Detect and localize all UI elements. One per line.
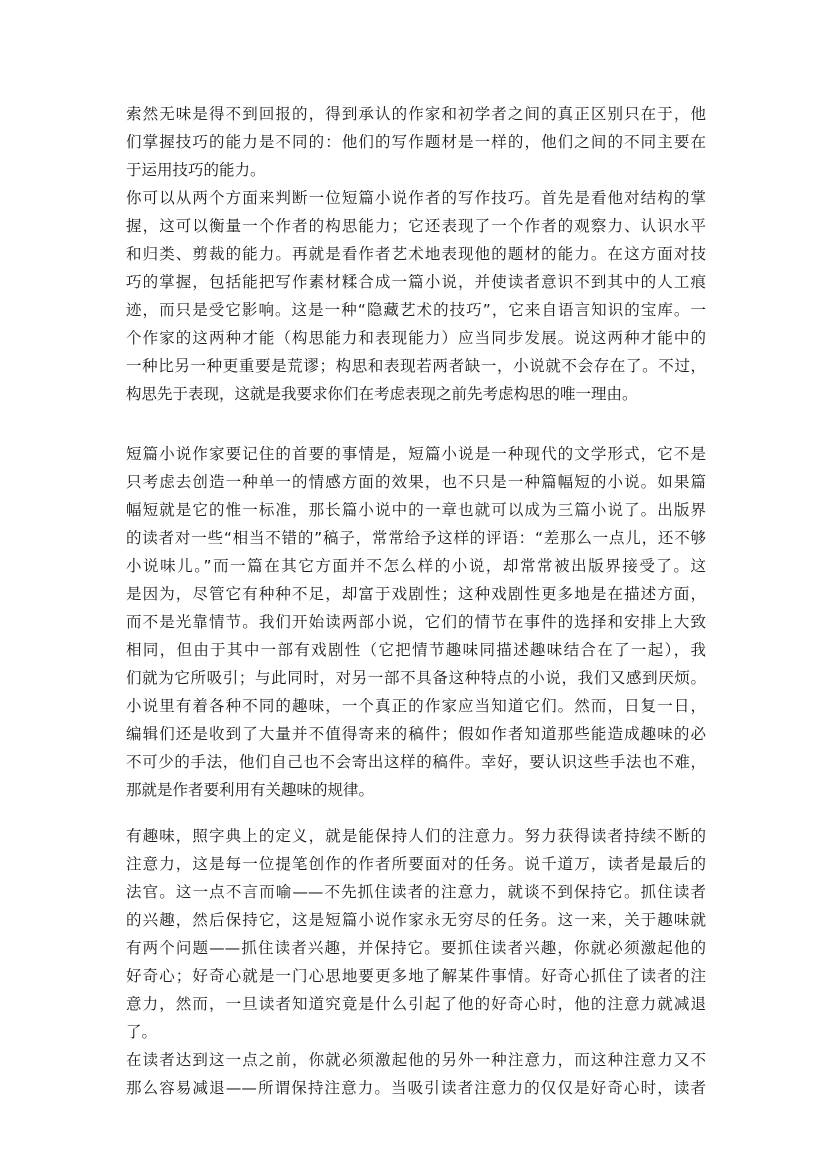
text-line: 们掌握技巧的能力是不同的：他们的写作题材是一样的，他们之间的不同主要在 bbox=[126, 133, 706, 151]
text-line: 于运用技巧的能力。 bbox=[126, 161, 266, 179]
text-line: 而不是光靠情节。我们开始读两部小说，它们的情节在事件的选择和安排上大致 bbox=[126, 613, 706, 631]
text-line: 只考虑去创造一种单一的情感方面的效果，也不只是一种篇幅短的小说。如果篇 bbox=[126, 473, 706, 491]
text-line: 在读者达到这一点之前，你就必须激起他的另外一种注意力，而这种注意力又不 bbox=[126, 1051, 706, 1069]
text-line: 的兴趣，然后保持它，这是短篇小说作家永无穷尽的任务。这一来，关于趣味就 bbox=[126, 911, 706, 929]
text-line: 构思先于表现，这就是我要求你们在考虑表现之前先考虑构思的唯一理由。 bbox=[126, 385, 638, 403]
text-line: 索然无味是得不到回报的，得到承认的作家和初学者之间的真正区别只在于，他 bbox=[126, 105, 706, 123]
text-line: 们就为它所吸引；与此同时，对另一部不具备这种特点的小说，我们又感到厌烦。 bbox=[126, 669, 706, 687]
text-line: 那么容易减退——所谓保持注意力。当吸引读者注意力的仅仅是好奇心时，读者 bbox=[126, 1079, 706, 1097]
text-line: 一种比另一种更重要是荒谬；构思和表现若两者缺一，小说就不会存在了。不过， bbox=[126, 357, 706, 375]
text-line: 那就是作者要利用有关趣味的规律。 bbox=[126, 781, 375, 799]
text-line: 小说里有着各种不同的趣味，一个真正的作家应当知道它们。然而，日复一日， bbox=[126, 697, 706, 715]
text-line: 了。 bbox=[126, 1023, 158, 1041]
text-line: 法官。这一点不言而喻——不先抓住读者的注意力，就谈不到保持它。抓住读者 bbox=[126, 883, 706, 901]
text-line: 巧的掌握，包括能把写作素材糅合成一篇小说，并使读者意识不到其中的人工痕 bbox=[126, 273, 706, 291]
text-line: 注意力，这是每一位提笔创作的作者所要面对的任务。说千道万，读者是最后的 bbox=[126, 855, 706, 873]
text-line: 好奇心；好奇心就是一门心思地要更多地了解某件事情。好奇心抓住了读者的注 bbox=[126, 967, 706, 985]
text-line: 的读者对一些“相当不错的”稿子，常常给予这样的评语：“差那么一点儿，还不够 bbox=[126, 529, 706, 547]
text-line: 握，这可以衡量一个作者的构思能力；它还表现了一个作者的观察力、认识水平 bbox=[126, 217, 706, 235]
text-line: 迹，而只是受它影响。这是一种“隐藏艺术的技巧”，它来自语言知识的宝库。一 bbox=[126, 301, 706, 319]
text-line: 你可以从两个方面来判断一位短篇小说作者的写作技巧。首先是看他对结构的掌 bbox=[126, 189, 706, 207]
text-line: 相同，但由于其中一部有戏剧性（它把情节趣味同描述趣味结合在了一起），我 bbox=[126, 641, 706, 659]
text-line: 是因为，尽管它有种种不足，却富于戏剧性；这种戏剧性更多地是在描述方面， bbox=[126, 585, 706, 603]
text-line: 有两个问题——抓住读者兴趣，并保持它。要抓住读者兴趣，你就必须激起他的 bbox=[126, 939, 706, 957]
text-line: 幅短就是它的惟一标准，那长篇小说中的一章也就可以成为三篇小说了。出版界 bbox=[126, 501, 706, 519]
text-line: 个作家的这两种才能（构思能力和表现能力）应当同步发展。说这两种才能中的 bbox=[126, 329, 706, 347]
text-line: 和归类、剪裁的能力。再就是看作者艺术地表现他的题材的能力。在这方面对技 bbox=[126, 245, 706, 263]
text-line: 小说味儿。”而一篇在其它方面并不怎么样的小说，却常常被出版界接受了。这 bbox=[126, 557, 706, 575]
text-line: 有趣味，照字典上的定义，就是能保持人们的注意力。努力获得读者持续不断的 bbox=[126, 827, 706, 845]
text-line: 意力，然而，一旦读者知道究竟是什么引起了他的好奇心时，他的注意力就减退 bbox=[126, 995, 706, 1013]
text-line: 短篇小说作家要记住的首要的事情是，短篇小说是一种现代的文学形式，它不是 bbox=[126, 445, 706, 463]
text-line: 不可少的手法，他们自己也不会寄出这样的稿件。幸好，要认识这些手法也不难， bbox=[126, 753, 706, 771]
text-line: 编辑们还是收到了大量并不值得寄来的稿件；假如作者知道那些能造成趣味的必 bbox=[126, 725, 706, 743]
